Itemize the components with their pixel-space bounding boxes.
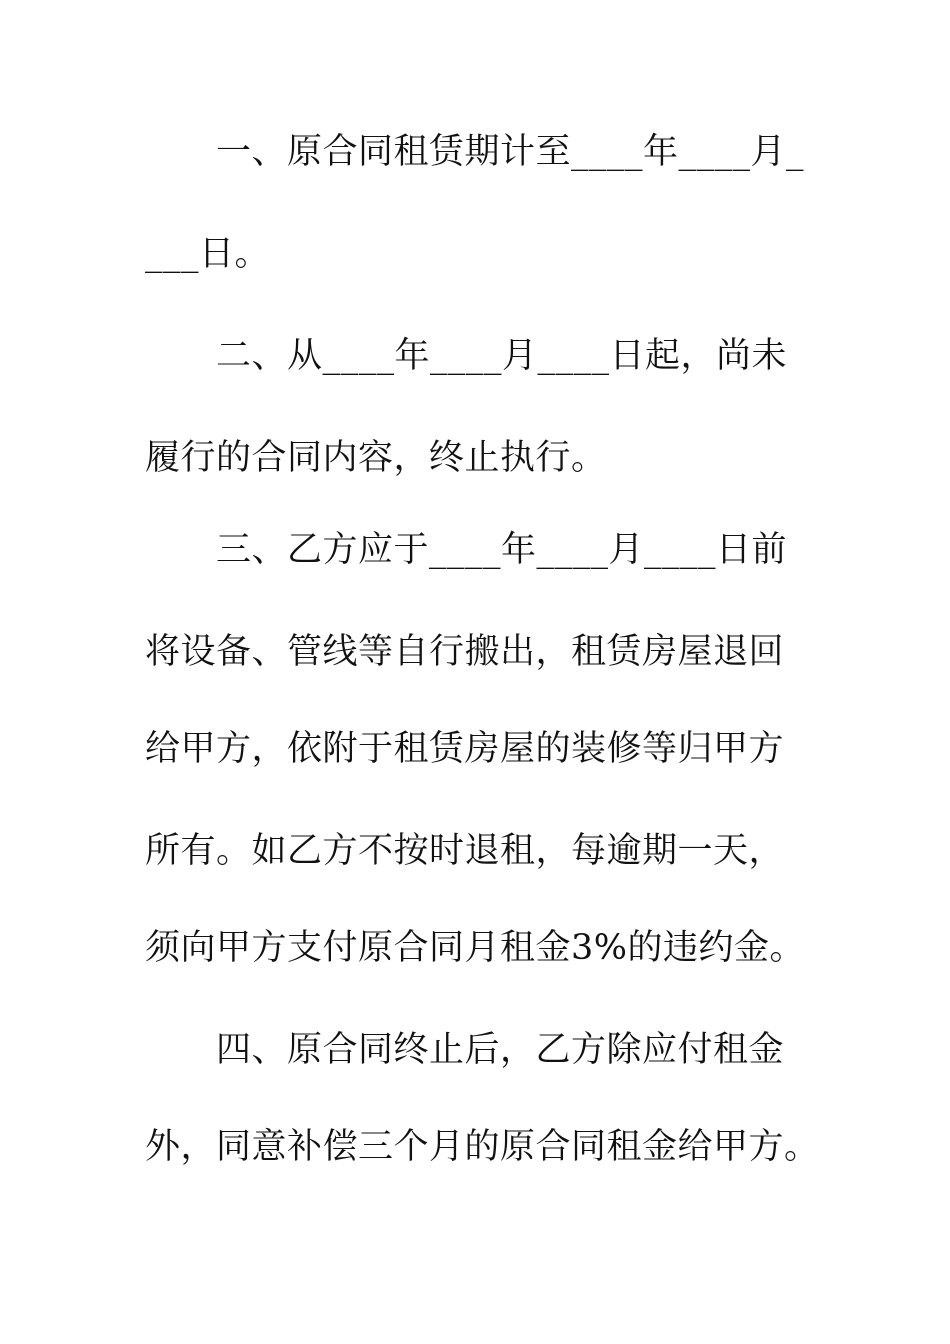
text-line: 三、乙方应于____年____月____日前 [145, 530, 788, 570]
text-line: ___日。 [145, 234, 271, 274]
text-line: 须向甲方支付原合同月租金3%的违约金。 [145, 928, 806, 968]
text-line: 给甲方，依附于租赁房屋的装修等归甲方 [145, 729, 785, 769]
text-line: 所有。如乙方不按时退租，每逾期一天， [145, 831, 785, 871]
text-line: 外，同意补偿三个月的原合同租金给甲方。 [145, 1127, 820, 1167]
text-line: 将设备、管线等自行搬出，租赁房屋退回 [145, 632, 785, 672]
text-line: 四、原合同终止后，乙方除应付租金 [145, 1030, 785, 1070]
text-line: 履行的合同内容，终止执行。 [145, 438, 607, 478]
text-line: 一、原合同租赁期计至____年____月_ [145, 132, 805, 172]
text-line: 二、从____年____月____日起，尚未 [145, 336, 788, 376]
